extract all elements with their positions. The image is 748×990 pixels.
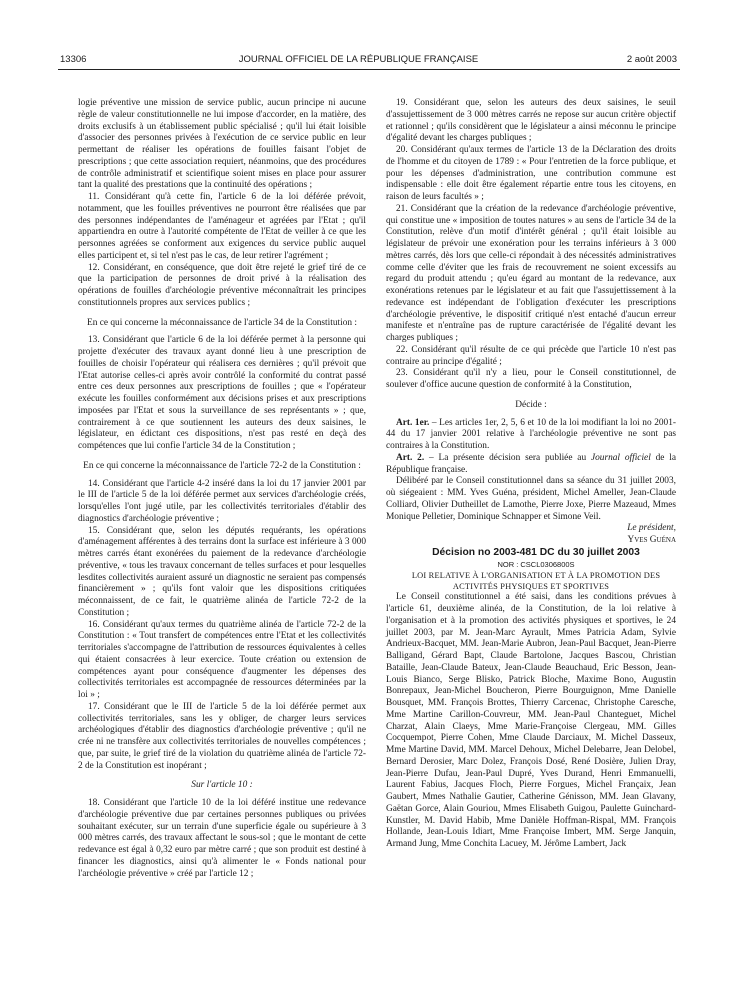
header-rule [58,69,680,70]
page-header [40,52,677,68]
article-1-text: – Les articles 1er, 2, 5, 6 et 10 de la loi modifiant la loi no 2001-44 du 17 janvier 2001 relative à l'archéologie préventive ne sont pas contraires à la Constitution. [386,417,676,451]
issue-date: 2 août 2003 [626,54,677,65]
paragraph: 14. Considérant que l'article 4-2 inséré dans la loi du 17 janvier 2001 par le III de l'article 5 de la loi déférée permet aux services d'archéologie créés, lorsqu'elles l'ont jugé utile, par les collectivités territoriales d'établir des diagnostics d'archéologie préventive ; [78,478,366,524]
page-number: 13306 [60,54,87,65]
article-2 [386,453,676,477]
paragraph: 15. Considérant que, selon les députés requérants, les opérations d'aménagement afférentes à des terrains dont la surface est inférieure à 3 000 mètres carrés étant exonérées du paiement de la redevance d'archéologie préventive, « tous les travaux concernant de telles surfaces et pour lesquelles lesdites collectivités auraient assuré un diagnostic ne seraient pas compensés financièrement » ; qu'ils font valoir que les dispositions critiquées méconnaissent, de ce fait, le quatrième alinéa de l'article 72-2 de la Constitution ; [78,525,366,618]
paragraph: 22. Considérant qu'il résulte de ce qui précède que l'article 10 n'est pas contraire au principe d'égalité ; [386,344,676,367]
paragraph: 20. Considérant qu'aux termes de l'article 13 de la Déclaration des droits de l'homme et du citoyen de 1789 : « Pour l'entretien de la force publique, et pour les dépenses d'administration, une contribution commune est indispensable : elle doit être également répartie entre tous les citoyens, en raison de leurs facultés » ; [386,145,676,202]
section-heading: En ce qui concerne la méconnaissance de l'article 72-2 de la Constitution : [83,460,361,471]
nor-reference: NOR : CSCL0306800S [497,559,575,569]
paragraph: 17. Considérant que le III de l'article 5 de la loi déférée permet aux collectivités territoriales, sans les y obliger, de charger leurs services archéologiques d'établir des diagnostics d'archéologie préventive ; qu'il ne crée ni ne transfère aux collectivités territoriales de nouvelles compétences ; que, par suite, le grief tiré de la violation du quatrième alinéa de l'article 72-2 de la Constitution est inopérant ; [78,701,366,771]
article-2-text: – La présente décision sera publiée au [424,452,591,463]
paragraph: 19. Considérant que, selon les auteurs des deux saisines, le seuil d'assujettissement de 3 000 mètres carrés ne repose sur aucun critère objectif et rationnel ; qu'ils considèrent que le législateur a ainsi méconnu le principe d'égalité devant les charges publiques ; [386,98,676,144]
paragraph: 21. Considérant que la création de la redevance d'archéologie préventive, qui constitue une « imposition de toutes natures » au sens de l'article 34 de la Constitution, relève d'un motif d'intérêt général ; qu'il était loisible au législateur de prévoir une exonération pour les terrains inférieurs à 3 000 mètres carrés, dès lors que celle-ci répondait à des nécessités administratives comme celle d'éviter que les frais de recouvrement ne soient excessifs au regard du produit attendu ; qu'eu égard au montant de la redevance, aux exonérations retenues par le législateur et au fait que l'assujettissement à la redevance est indépendant de l'obligation d'exécuter les prescriptions d'archéologie préventive, le dispositif critiqué n'est entaché d'aucun erreur manifeste et n'entraîne pas de rupture caractérisée de l'égalité devant les charges publiques ; [386,203,676,343]
article-2-journal: Journal officiel [590,452,651,463]
paragraph: 13. Considérant que l'article 6 de la loi déférée permet à la personne qui projette d'exécuter des travaux ayant donné lieu à une prescription de fouilles de choisir l'opérateur qui réalisera ces dernières ; qu'il prévoit que l'Etat autorise celles-ci après avoir contrôlé la conformité du contrat passé entre ces deux personnes aux prescriptions de fouilles ; que « l'opérateur exécute les fouilles conformément aux décisions prises et aux prescriptions imposées par l'Etat et sous la surveillance de ses représentants » ; que, contrairement à ce que soutiennent les auteurs des deux saisines, le législateur, en édictant ces dispositions, n'est pas resté en deçà des compétences que lui confie l'article 34 de la Constitution ; [78,335,366,451]
paragraph: 12. Considérant, en conséquence, que doit être rejeté le grief tiré de ce que la participation de personnes de droit privé à la réalisation des opérations de fouilles d'archéologie préventive méconnaîtrait les principes constitutionnels propres aux services publics ; [78,262,366,308]
section-heading: Sur l'article 10 : [191,780,253,791]
signature-role: Le président, [627,523,676,534]
right-column [386,98,676,851]
paragraph: 23. Considérant qu'il n'y a lieu, pour le Conseil constitutionnel, de soulever d'office aucune question de conformité à la Constitution, [386,368,676,390]
journal-title: JOURNAL OFFICIEL DE LA RÉPUBLIQUE FRANÇAISE [238,54,479,65]
article-2-text-end: de la République française. [386,452,677,475]
signature-name: Yves Guéna [627,535,676,545]
deliberation: Délibéré par le Conseil constitutionnel dans sa séance du 31 juillet 2003, où siégeaient : MM. Yves Guéna, président, Michel Ameller, Jean-Claude Colliard, Olivier Dutheillet de Lamothe, Pierre Joxe, Pierre Mazeaud, Mmes Monique Pelletier, Dominique Schnapper et Simone Veil. [386,476,676,522]
article-2-label: Art. 2. [396,452,425,463]
paragraph: logie préventive une mission de service public, aucun principe ni aucune règle de valeur constitutionnelle ne lui impose d'accorder, en la matière, des droits exclusifs à un établissement public spécialisé ; qu'il lui était loisible d'associer des personnes privées à l'exécution de ce service public en leur permettant de réaliser les opérations de fouilles faisant l'objet de prescriptions ; que cette association requiert, néanmoins, que des procédures de contrôle administratif et scientifique soient mises en place pour assurer tant la qualité des prestations que la continuité des opérations ; [78,98,366,191]
decide-heading: Décide : [515,399,547,410]
paragraph: 18. Considérant que l'article 10 de la loi déféré institue une redevance d'archéologie préventive due par certaines personnes publiques ou privées souhaitant exécuter, sur un terrain d'une superficie égale ou supérieure à 3 000 mètres carrés, des travaux affectant le sous-sol ; que le montant de cette redevance est égal à 0,32 euro par mètre carré ; que son produit est destiné à financer les diagnostics, ainsi qu'à alimenter le « Fonds national pour l'archéologie préventive » créé par l'article 12 ; [78,798,366,879]
paragraph: 11. Considérant qu'à cette fin, l'article 6 de la loi déférée prévoit, notamment, que les fouilles préventives ne pourront être réalisées que par des personnes indépendantes de l'aménageur et agréées par l'Etat ; qu'il appartiendra en outre à l'autorité compétente de l'Etat de veiller à ce que les personnes agréées se conforment aux exigences du service public auquel elles participent et, si tel n'est pas le cas, de leur retirer l'agrément ; [78,192,366,261]
article-1-label: Art. 1er. [396,417,430,428]
article-1 [386,418,676,453]
paragraph: Le Conseil constitutionnel a été saisi, dans les conditions prévues à l'article 61, deuxième alinéa, de la Constitution, de la loi relative à l'organisation et à la promotion des activités physiques et sportives, le 24 juillet 2003, par M. Jean-Marc Ayrault, Mmes Patricia Adam, Sylvie Andrieux-Bacquet, MM. Jean-Marie Aubron, Jean-Paul Bacquet, Jean-Pierre Balligand, Gérard Bapt, Claude Bartolone, Jacques Bascou, Christian Bataille, Jean-Claude Bateux, Jean-Claude Beauchaud, Eric Besson, Jean-Louis Bianco, Serge Blisko, Patrick Bloche, Maxime Bono, Augustin Bonrepaux, Jean-Michel Boucheron, Pierre Bourguignon, Mme Danielle Bousquet, MM. François Brottes, Thierry Carcenac, Christophe Caresche, Mme Martine Carillon-Couvreur, MM. Jean-Paul Chanteguet, Michel Charzat, Alain Claeys, Mme Marie-Françoise Clergeau, MM. Gilles Cocquempot, Pierre Cohen, Mme Claude Darciaux, M. Michel Dasseux, Mme Martine David, MM. Marcel Dehoux, Michel Delebarre, Jean Delobel, Bernard Derosier, Marc Dolez, François Dosé, René Dosière, Julien Dray, Jean-Pierre Dufau, Jean-Paul Dupré, Yves Durand, Henri Emmanuelli, Laurent Fabius, Jacques Floch, Pierre Forgues, Michel Françaix, Jean Gaubert, Mmes Nathalie Gautier, Catherine Génisson, MM. Jean Glavany, Gaëtan Gorce, Alain Gouriou, Mmes Elisabeth Guigou, Paulette Guinchard-Kunstler, M. David Habib, Mme Danièle Hoffman-Rispal, MM. François Hollande, Jean-Louis Idiart, Mme Françoise Imbert, MM. Serge Janquin, Armand Jung, Mme Conchita Lacuey, M. Jérôme Lambert, Jack [386,592,676,849]
left-column [78,98,366,880]
section-heading: En ce qui concerne la méconnaissance de l'article 34 de la Constitution : [87,317,357,328]
law-title: LOI RELATIVE À L'ORGANISATION ET À LA PROMOTION DES ACTIVITÉS PHYSIQUES ET SPORTIVES [411,571,661,592]
decision-title: Décision no 2003-481 DC du 30 juillet 2003 [432,546,640,558]
paragraph: 16. Considérant qu'aux termes du quatrième alinéa de l'article 72-2 de la Constitution : « Tout transfert de compétences entre l'Etat et les collectivités territoriales s'accompagne de l'attribution de ressources équivalentes à celles qui étaient consacrées à leur exercice. Toute création ou extension de compétences ayant pour conséquence d'augmenter les dépenses des collectivités territoriales est accompagnée de ressources déterminées par la loi » ; [78,619,366,700]
